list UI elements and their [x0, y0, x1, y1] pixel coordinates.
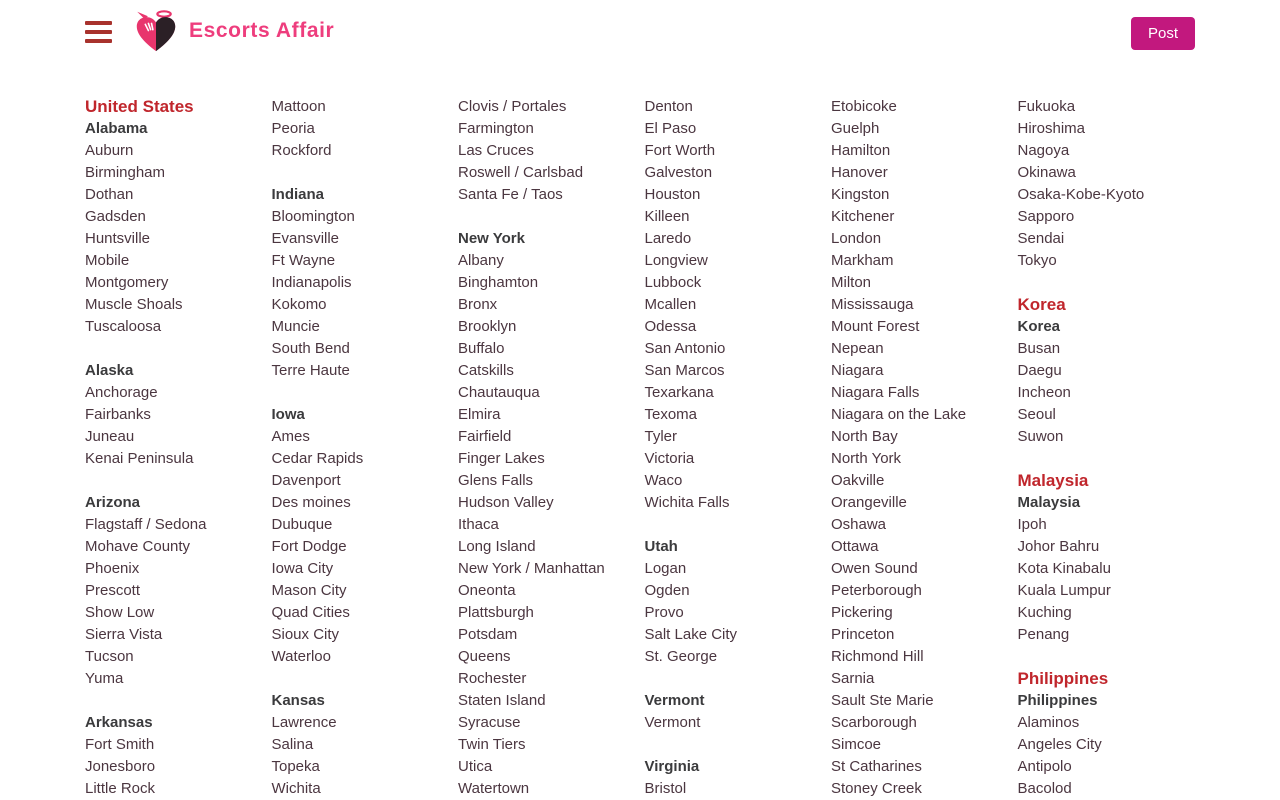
- city-link[interactable]: Sendai: [1017, 230, 1065, 247]
- city-link[interactable]: Davenport: [271, 472, 341, 489]
- city-link[interactable]: San Antonio: [644, 340, 726, 357]
- city-link[interactable]: Catskills: [458, 362, 514, 379]
- city-link[interactable]: Fort Worth: [644, 142, 716, 159]
- city-link[interactable]: Pickering: [831, 604, 893, 621]
- state-header[interactable]: Kansas: [271, 692, 325, 709]
- city-link[interactable]: Roswell / Carlsbad: [458, 164, 584, 181]
- spacer: [1018, 272, 1205, 294]
- city-link[interactable]: Fairbanks: [85, 406, 151, 423]
- state-header[interactable]: Alaska: [85, 362, 134, 379]
- city-link[interactable]: Antipolo: [1017, 758, 1072, 775]
- city-link[interactable]: Cedar Rapids: [271, 450, 364, 467]
- city-link[interactable]: South Bend: [271, 340, 350, 357]
- city-link[interactable]: Elmira: [458, 406, 501, 423]
- city-link[interactable]: Tuscaloosa: [85, 318, 162, 335]
- city-link[interactable]: Peterborough: [831, 582, 922, 599]
- city-link[interactable]: Las Cruces: [458, 142, 534, 159]
- city-link[interactable]: Fort Smith: [85, 736, 155, 753]
- city-link[interactable]: Niagara: [831, 362, 884, 379]
- city-link[interactable]: Kingston: [831, 186, 890, 203]
- city-link[interactable]: Oshawa: [831, 516, 887, 533]
- city-link[interactable]: Sioux City: [271, 626, 340, 643]
- city-link[interactable]: Richmond Hill: [831, 648, 924, 665]
- city-link[interactable]: Simcoe: [831, 736, 882, 753]
- city-link[interactable]: San Marcos: [644, 362, 725, 379]
- city-link[interactable]: Salt Lake City: [644, 626, 738, 643]
- city-link[interactable]: Osaka-Kobe-Kyoto: [1017, 186, 1145, 203]
- city-link[interactable]: Hiroshima: [1017, 120, 1086, 137]
- city-link[interactable]: Jonesboro: [85, 758, 156, 775]
- city-link[interactable]: Guelph: [831, 120, 880, 137]
- city-link[interactable]: El Paso: [644, 120, 697, 137]
- city-link[interactable]: Farmington: [458, 120, 534, 137]
- city-link[interactable]: Houston: [644, 186, 701, 203]
- city-link[interactable]: Quad Cities: [271, 604, 350, 621]
- city-link[interactable]: Rochester: [458, 670, 527, 687]
- city-link[interactable]: Long Island: [458, 538, 536, 555]
- city-link[interactable]: Incheon: [1017, 384, 1071, 401]
- city-link[interactable]: Kuala Lumpur: [1017, 582, 1111, 599]
- city-link[interactable]: Longview: [644, 252, 708, 269]
- city-link[interactable]: Anchorage: [85, 384, 158, 401]
- state-header[interactable]: Iowa: [271, 406, 305, 423]
- city-link[interactable]: Killeen: [644, 208, 690, 225]
- city-link[interactable]: Potsdam: [458, 626, 518, 643]
- city-link[interactable]: Queens: [458, 648, 511, 665]
- city-link[interactable]: Dubuque: [271, 516, 333, 533]
- city-link[interactable]: Odessa: [644, 318, 697, 335]
- directory-column: [272, 96, 459, 800]
- city-link[interactable]: Sault Ste Marie: [831, 692, 934, 709]
- directory-column: [85, 96, 272, 800]
- country-header[interactable]: Philippines: [1017, 669, 1109, 688]
- city-link[interactable]: Milton: [831, 274, 872, 291]
- city-link[interactable]: Phoenix: [85, 560, 140, 577]
- hamburger-bar: [85, 21, 112, 25]
- city-link[interactable]: Brooklyn: [458, 318, 517, 335]
- city-link[interactable]: Huntsville: [85, 230, 151, 247]
- spacer: [85, 690, 272, 712]
- city-link[interactable]: Kota Kinabalu: [1017, 560, 1111, 577]
- city-link[interactable]: Niagara on the Lake: [831, 406, 967, 423]
- spacer: [85, 470, 272, 492]
- city-link[interactable]: Rockford: [271, 142, 332, 159]
- state-header[interactable]: Malaysia: [1017, 494, 1081, 511]
- city-link[interactable]: Tyler: [644, 428, 678, 445]
- state-header[interactable]: Vermont: [644, 692, 705, 709]
- city-link[interactable]: Victoria: [644, 450, 695, 467]
- city-link[interactable]: Little Rock: [85, 780, 156, 797]
- city-link[interactable]: Ottawa: [831, 538, 879, 555]
- city-link[interactable]: Montgomery: [85, 274, 169, 291]
- state-header[interactable]: Indiana: [271, 186, 325, 203]
- city-directory: [85, 96, 1205, 800]
- city-link[interactable]: Oakville: [831, 472, 885, 489]
- city-link[interactable]: Scarborough: [831, 714, 917, 731]
- city-link[interactable]: Ames: [271, 428, 310, 445]
- state-header[interactable]: Arkansas: [85, 714, 153, 731]
- state-header[interactable]: Korea: [1017, 318, 1061, 335]
- city-link[interactable]: Princeton: [831, 626, 895, 643]
- city-link[interactable]: Busan: [1017, 340, 1061, 357]
- logo-text: Escorts Affair: [189, 19, 335, 42]
- city-link[interactable]: New York / Manhattan: [458, 560, 605, 577]
- city-link[interactable]: Niagara Falls: [831, 384, 920, 401]
- city-link[interactable]: Hudson Valley: [458, 494, 554, 511]
- spacer: [272, 668, 459, 690]
- state-header[interactable]: Philippines: [1017, 692, 1098, 709]
- directory-column: [831, 96, 1018, 800]
- city-link[interactable]: Buffalo: [458, 340, 505, 357]
- city-link[interactable]: Penang: [1017, 626, 1070, 643]
- city-link[interactable]: Terre Haute: [271, 362, 350, 379]
- city-link[interactable]: Des moines: [271, 494, 351, 511]
- directory-column: [645, 96, 832, 800]
- city-link[interactable]: Evansville: [271, 230, 340, 247]
- city-link[interactable]: Muncie: [271, 318, 320, 335]
- city-link[interactable]: Denton: [644, 98, 693, 115]
- city-link[interactable]: Glens Falls: [458, 472, 534, 489]
- hamburger-bar: [85, 30, 112, 34]
- city-link[interactable]: Birmingham: [85, 164, 166, 181]
- city-link[interactable]: Iowa City: [271, 560, 334, 577]
- city-link[interactable]: Stoney Creek: [831, 780, 922, 797]
- city-link[interactable]: Peoria: [271, 120, 315, 137]
- city-link[interactable]: Suwon: [1017, 428, 1064, 445]
- site-logo[interactable]: [132, 10, 334, 52]
- city-link[interactable]: Mattoon: [271, 98, 326, 115]
- city-link[interactable]: North York: [831, 450, 902, 467]
- city-link[interactable]: Clovis / Portales: [458, 98, 567, 115]
- city-link[interactable]: Bristol: [644, 780, 687, 797]
- city-link[interactable]: Lubbock: [644, 274, 702, 291]
- city-link[interactable]: Waco: [644, 472, 683, 489]
- spacer: [1018, 646, 1205, 668]
- city-link[interactable]: Angeles City: [1017, 736, 1102, 753]
- city-link[interactable]: Staten Island: [458, 692, 546, 709]
- city-link[interactable]: Oneonta: [458, 582, 516, 599]
- city-link[interactable]: Okinawa: [1017, 164, 1076, 181]
- city-link[interactable]: Mcallen: [644, 296, 697, 313]
- country-header[interactable]: Korea: [1017, 295, 1066, 314]
- city-link[interactable]: Orangeville: [831, 494, 907, 511]
- city-link[interactable]: Dothan: [85, 186, 134, 203]
- city-link[interactable]: Seoul: [1017, 406, 1056, 423]
- city-link[interactable]: Bacolod: [1017, 780, 1072, 797]
- city-link[interactable]: Muscle Shoals: [85, 296, 183, 313]
- city-link[interactable]: Daegu: [1017, 362, 1062, 379]
- city-link[interactable]: Alaminos: [1017, 714, 1080, 731]
- city-link[interactable]: Mississauga: [831, 296, 914, 313]
- city-link[interactable]: Sapporo: [1017, 208, 1075, 225]
- state-header[interactable]: Arizona: [85, 494, 141, 511]
- spacer: [85, 338, 272, 360]
- city-link[interactable]: Finger Lakes: [458, 450, 545, 467]
- city-link[interactable]: Fort Dodge: [271, 538, 347, 555]
- city-link[interactable]: Topeka: [271, 758, 320, 775]
- spacer: [645, 668, 832, 690]
- city-link[interactable]: Indianapolis: [271, 274, 352, 291]
- city-link[interactable]: Twin Tiers: [458, 736, 526, 753]
- state-header[interactable]: Virginia: [644, 758, 700, 775]
- top-bar: [0, 0, 1280, 64]
- city-link[interactable]: Bloomington: [271, 208, 355, 225]
- city-link[interactable]: Etobicoke: [831, 98, 897, 115]
- city-link[interactable]: Prescott: [85, 582, 141, 599]
- city-link[interactable]: Texoma: [644, 406, 698, 423]
- spacer: [645, 514, 832, 536]
- city-link[interactable]: Galveston: [644, 164, 713, 181]
- city-link[interactable]: Kitchener: [831, 208, 895, 225]
- city-link[interactable]: Johor Bahru: [1017, 538, 1100, 555]
- city-link[interactable]: Fukuoka: [1017, 98, 1076, 115]
- city-link[interactable]: Logan: [644, 560, 687, 577]
- city-link[interactable]: Wichita: [271, 780, 321, 797]
- city-link[interactable]: Gadsden: [85, 208, 146, 225]
- city-link[interactable]: Binghamton: [458, 274, 539, 291]
- city-link[interactable]: Provo: [644, 604, 684, 621]
- city-link[interactable]: Vermont: [644, 714, 701, 731]
- country-header[interactable]: United States: [85, 97, 194, 116]
- city-link[interactable]: Chautauqua: [458, 384, 540, 401]
- state-header[interactable]: New York: [458, 230, 525, 247]
- city-link[interactable]: Markham: [831, 252, 894, 269]
- city-link[interactable]: Mount Forest: [831, 318, 920, 335]
- city-link[interactable]: Wichita Falls: [644, 494, 730, 511]
- city-link[interactable]: Kenai Peninsula: [85, 450, 194, 467]
- city-link[interactable]: Auburn: [85, 142, 134, 159]
- spacer: [645, 734, 832, 756]
- city-link[interactable]: Mohave County: [85, 538, 191, 555]
- city-link[interactable]: Bronx: [458, 296, 498, 313]
- city-link[interactable]: Ft Wayne: [271, 252, 336, 269]
- heart-logo-icon: [132, 10, 180, 52]
- city-link[interactable]: Texarkana: [644, 384, 714, 401]
- city-link[interactable]: Utica: [458, 758, 493, 775]
- city-link[interactable]: Show Low: [85, 604, 155, 621]
- city-link[interactable]: Ithaca: [458, 516, 499, 533]
- city-link[interactable]: Yuma: [85, 670, 124, 687]
- city-link[interactable]: Watertown: [458, 780, 530, 797]
- city-link[interactable]: Flagstaff / Sedona: [85, 516, 207, 533]
- hamburger-bar: [85, 39, 112, 43]
- city-link[interactable]: Tucson: [85, 648, 134, 665]
- city-link[interactable]: London: [831, 230, 882, 247]
- country-header[interactable]: Malaysia: [1017, 471, 1089, 490]
- city-link[interactable]: Salina: [271, 736, 314, 753]
- spacer: [458, 206, 645, 228]
- spacer: [1018, 448, 1205, 470]
- city-link[interactable]: Kuching: [1017, 604, 1072, 621]
- city-link[interactable]: Syracuse: [458, 714, 521, 731]
- city-link[interactable]: Laredo: [644, 230, 692, 247]
- state-header[interactable]: Alabama: [85, 120, 148, 137]
- city-link[interactable]: Juneau: [85, 428, 135, 445]
- city-link[interactable]: Albany: [458, 252, 504, 269]
- city-link[interactable]: Fairfield: [458, 428, 512, 445]
- city-link[interactable]: Hanover: [831, 164, 888, 181]
- city-link[interactable]: Plattsburgh: [458, 604, 534, 621]
- city-link[interactable]: Mobile: [85, 252, 130, 269]
- city-link[interactable]: Owen Sound: [831, 560, 918, 577]
- city-link[interactable]: Waterloo: [271, 648, 331, 665]
- directory-column: [458, 96, 645, 800]
- city-link[interactable]: North Bay: [831, 428, 898, 445]
- city-link[interactable]: St Catharines: [831, 758, 922, 775]
- city-link[interactable]: Sierra Vista: [85, 626, 163, 643]
- directory-column: [1018, 96, 1205, 800]
- city-link[interactable]: Santa Fe / Taos: [458, 186, 563, 203]
- spacer: [272, 162, 459, 184]
- city-link[interactable]: Hamilton: [831, 142, 891, 159]
- post-button[interactable]: Post: [1131, 17, 1195, 50]
- city-link[interactable]: Ipoh: [1017, 516, 1047, 533]
- city-link[interactable]: Tokyo: [1017, 252, 1057, 269]
- city-link[interactable]: Nagoya: [1017, 142, 1070, 159]
- city-link[interactable]: Sarnia: [831, 670, 875, 687]
- city-link[interactable]: St. George: [644, 648, 718, 665]
- city-link[interactable]: Mason City: [271, 582, 347, 599]
- hamburger-menu-icon[interactable]: [85, 21, 112, 45]
- city-link[interactable]: Nepean: [831, 340, 884, 357]
- state-header[interactable]: Utah: [644, 538, 678, 555]
- city-link[interactable]: Kokomo: [271, 296, 327, 313]
- city-link[interactable]: Lawrence: [271, 714, 337, 731]
- spacer: [272, 382, 459, 404]
- city-link[interactable]: Ogden: [644, 582, 690, 599]
